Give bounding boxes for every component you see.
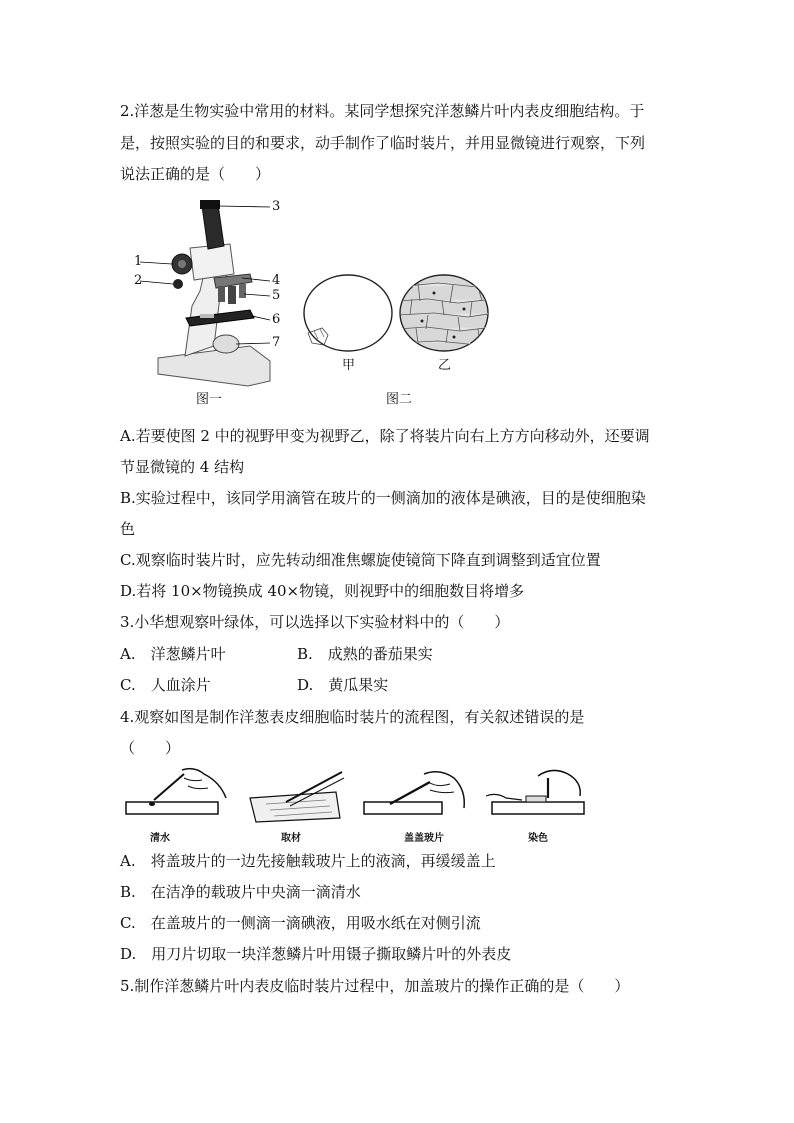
view-a-label: 甲 <box>342 358 356 373</box>
q2-option-c: C.观察临时装片时，应先转动细准焦螺旋使镜筒下降直到调整到适宜位置 <box>120 551 601 569</box>
q2-stem-line-2: 是，按照实验的目的和要求，动手制作了临时装片，并用显微镜进行观察，下列 <box>120 134 646 152</box>
microscope-figure <box>130 196 290 396</box>
view-a-field <box>302 273 394 353</box>
figure1-caption: 图一 <box>196 392 223 407</box>
q2-option-d: D.若将 10×物镜换成 40×物镜，则视野中的细胞数目将增多 <box>120 582 525 600</box>
q4-stem-line-1: 4.观察如图是制作洋葱表皮细胞临时装片的流程图，有关叙述错误的是 <box>120 708 585 726</box>
q2-stem-line-1: 2.洋葱是生物实验中常用的材料。某同学想探究洋葱鳞片叶内表皮细胞结构。于 <box>120 102 645 120</box>
step1-label: 清水 <box>150 833 170 844</box>
q4-option-a: A. 将盖玻片的一边先接触载玻片上的液滴，再缓缓盖上 <box>120 852 496 870</box>
microscope-label-4: 4 <box>272 273 281 288</box>
q2-option-b-line-2: 色 <box>120 520 136 538</box>
view-b-label: 乙 <box>438 358 452 373</box>
view-b-field <box>398 273 490 353</box>
step4-staining-drawing <box>482 768 592 824</box>
q4-option-d: D. 用刀片切取一块洋葱鳞片叶用镊子撕取鳞片叶的外表皮 <box>120 945 512 963</box>
figure2-caption: 图二 <box>386 392 413 407</box>
q3-option-c: C. 人血涂片 <box>120 676 211 694</box>
q4-option-c: C. 在盖玻片的一侧滴一滴碘液，用吸水纸在对侧引流 <box>120 914 481 932</box>
q5-stem: 5.制作洋葱鳞片叶内表皮临时装片过程中，加盖玻片的操作正确的是（ ） <box>120 977 630 995</box>
step4-label: 染色 <box>528 833 548 844</box>
q2-option-b-line-1: B.实验过程中，该同学用滴管在玻片的一侧滴加的液体是碘液，目的是使细胞染 <box>120 489 646 507</box>
microscope-label-2: 2 <box>134 273 143 288</box>
microscope-label-5: 5 <box>272 288 281 303</box>
step2-label: 取材 <box>281 833 301 844</box>
q3-stem: 3.小华想观察叶绿体，可以选择以下实验材料中的（ ） <box>120 613 510 631</box>
microscope-label-3: 3 <box>272 199 281 214</box>
step2-take-material-drawing <box>246 770 346 826</box>
microscope-label-6: 6 <box>272 312 281 327</box>
q2-stem-line-3: 说法正确的是（ ） <box>120 165 271 183</box>
q2-option-a-line-1: A.若要使图 2 中的视野甲变为视野乙，除了将装片向右上方方向移动外，还要调 <box>120 427 650 445</box>
q3-option-a: A. 洋葱鳞片叶 <box>120 645 226 663</box>
q3-option-d: D. 黄瓜果实 <box>297 676 389 694</box>
step3-coverslip-drawing <box>360 768 470 824</box>
q4-option-b: B. 在洁净的载玻片中央滴一滴清水 <box>120 883 361 901</box>
q2-option-a-line-2: 节显微镜的 4 结构 <box>120 458 245 476</box>
step1-drop-water-drawing <box>122 768 232 824</box>
step3-label: 盖盖玻片 <box>404 833 444 844</box>
microscope-label-7: 7 <box>272 335 281 350</box>
microscope-label-1: 1 <box>134 254 143 269</box>
q4-stem-line-2: （ ） <box>120 739 181 757</box>
q3-option-b: B. 成熟的番茄果实 <box>297 645 433 663</box>
